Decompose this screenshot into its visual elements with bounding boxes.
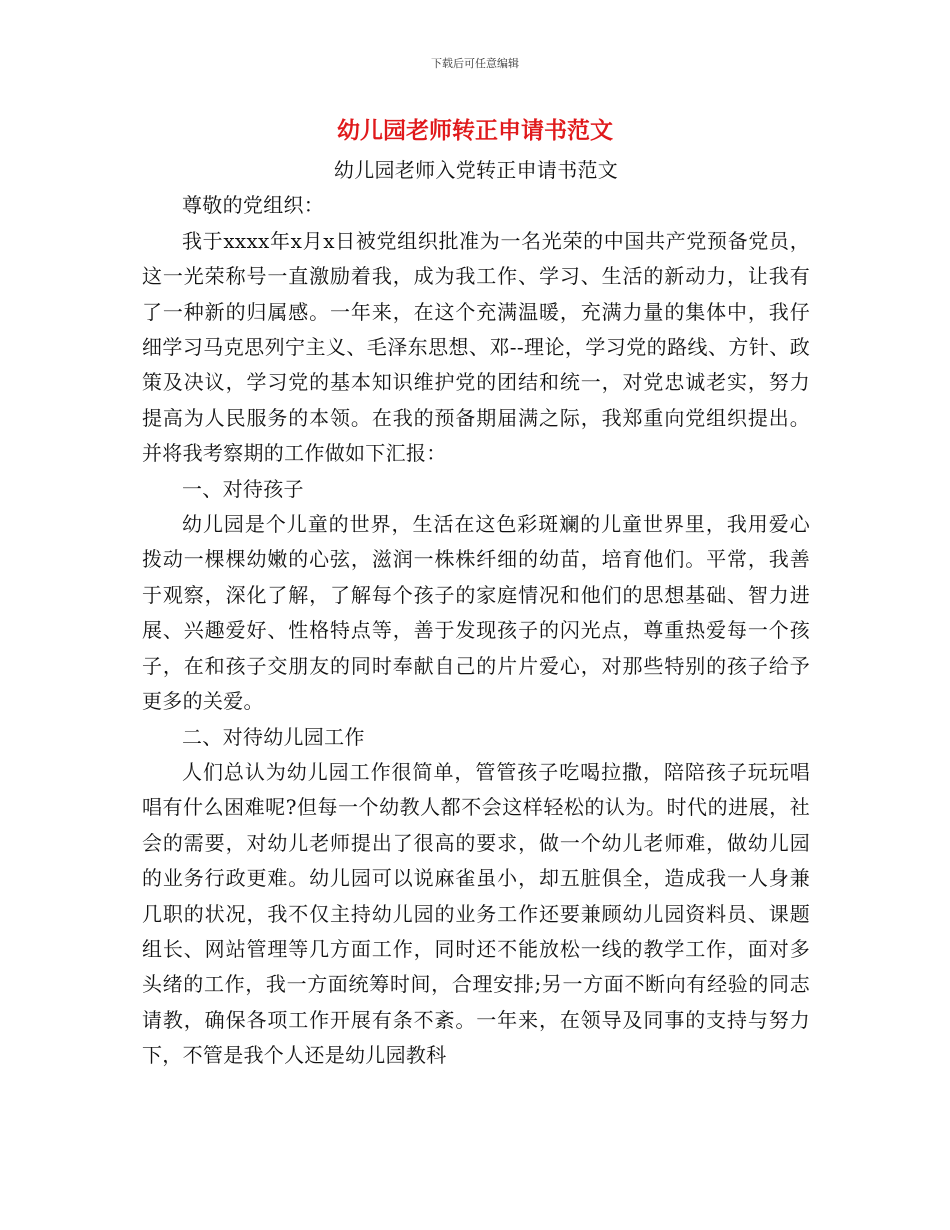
paragraph-children: 幼儿园是个儿童的世界，生活在这色彩斑斓的儿童世界里，我用爱心拨动一棵棵幼嫩的心弦，滋润一株株纤细的幼苗，培育他们。平常，我善于观察，深化了解，了解每个孩子的家庭情况和他们的思想基础、智力进展、兴趣爱好、性格特点等，善于发现孩子的闪光点，尊重热爱每一个孩子，在和孩子交朋友的同时奉献自己的片片爱心，对那些特别的孩子给予更多的关爱。 bbox=[142, 512, 810, 714]
section-heading-work: 二、对待幼儿园工作 bbox=[182, 724, 365, 749]
header-note: 下载后可任意编辑 bbox=[431, 57, 519, 70]
section-heading-children: 一、对待孩子 bbox=[182, 476, 304, 501]
document-subtitle: 幼儿园老师入党转正申请书范文 bbox=[333, 158, 619, 182]
document-title: 幼儿园老师转正申请书范文 bbox=[337, 118, 613, 144]
paragraph-intro: 我于xxxx年x月x日被党组织批准为一名光荣的中国共产党预备党员，这一光荣称号一直激励着我，成为我工作、学习、生活的新动力，让我有了一种新的归属感。一年来，在这个充满温暖，充满力量的集体中，我仔细学习马克思列宁主义、毛泽东思想、邓--理论，学习党的路线、方针、政策及决议，学习党的基本知识维护党的团结和统一，对党忠诚老实，努力提高为人民服务的本领。在我的预备期届满之际，我郑重向党组织提出。并将我考察期的工作做如下汇报： bbox=[142, 228, 810, 466]
salutation: 尊敬的党组织： bbox=[182, 193, 325, 218]
paragraph-work: 人们总认为幼儿园工作很简单，管管孩子吃喝拉撒，陪陪孩子玩玩唱唱有什么困难呢?但每一个幼教人都不会这样轻松的认为。时代的进展，社会的需要，对幼儿老师提出了很高的要求，做一个幼儿老师难，做幼儿园的业务行政更难。幼儿园可以说麻雀虽小，却五脏俱全，造成我一人身兼几职的状况，我不仅主持幼儿园的业务工作还要兼顾幼儿园资料员、课题组长、网站管理等几方面工作，同时还不能放松一线的教学工作，面对多头绪的工作，我一方面统筹时间，合理安排;另一方面不断向有经验的同志请教，确保各项工作开展有条不紊。一年来，在领导及同事的支持与努力下，不管是我个人还是幼儿园教科 bbox=[142, 759, 810, 1068]
document-body bbox=[142, 153, 810, 1074]
